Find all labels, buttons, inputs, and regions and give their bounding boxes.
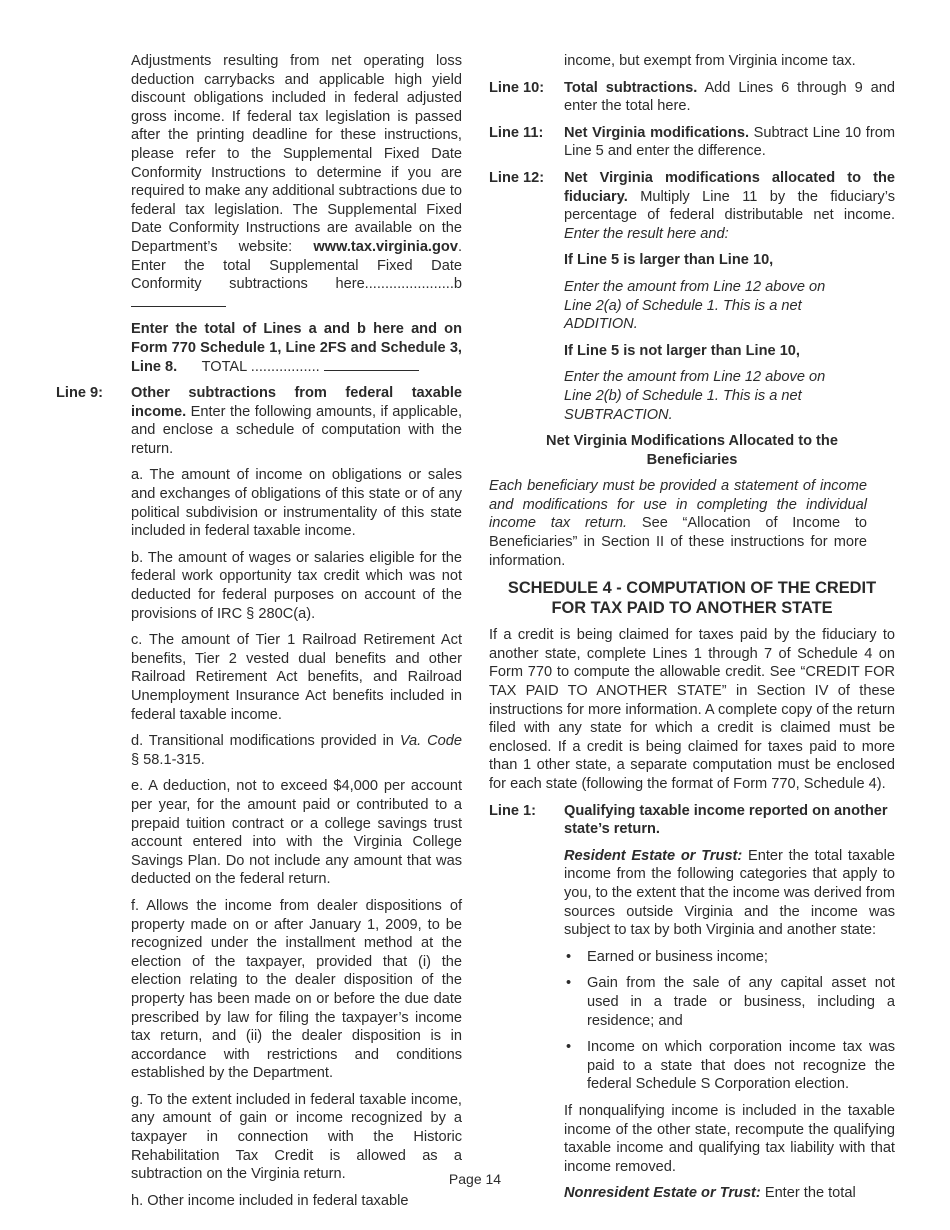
item-h: h. Other income included in federal taxable: [131, 1192, 409, 1209]
line-11-label: Line 11:: [489, 124, 544, 141]
total-instruction: Enter the total of Lines a and b here and on Form 770 Schedule 1, Line 2FS and Schedule 3, Line 8.: [131, 321, 462, 375]
page-number: Page 14: [448, 1171, 502, 1187]
list-item: • Income on which corporation income tax was paid to a state that does not recognize the federal Schedule S Corporation election.: [566, 1039, 895, 1093]
line-9: [56, 384, 462, 458]
line-10-body: Add Lines 6 through 9 and enter the total here.: [564, 79, 895, 115]
if-not-larger-text: Enter the amount from Line 12 above on Line 2(b) of Schedule 1. This is a net SUBTRACTION.: [564, 369, 826, 423]
if-larger-heading: If Line 5 is larger than Line 10,: [564, 252, 774, 269]
total-paragraph: [131, 320, 462, 376]
schedule-4-text: If a credit is being claimed for taxes paid by the fiduciary to another state, complete Lines 1 through 7 of Schedule 4 on Form 770 to compute the allowable credit. See “CREDIT FOR TAX PAID TO ANOTHER STATE” in Section IV of these instructions for more information. A complete copy of the return filed with any state for which a credit is claimed must be enclosed. If a credit is being claimed for taxes paid to more than 1 other state, a separate computation must be enclosed for each state (following the format of Form 770, Schedule 4).: [489, 627, 895, 792]
item-d: [131, 732, 462, 769]
adjustments-paragraph: [131, 52, 462, 312]
item-d-post: § 58.1-315.: [131, 751, 205, 768]
list-item: • Gain from the sale of any capital asset not used in a trade or business, including a residence; and: [566, 975, 895, 1029]
total-blank: [324, 359, 419, 371]
line-10: [489, 79, 895, 116]
line-12-body: Multiply Line 11 by the fiduciary’s percentage of federal distributable net income.: [564, 188, 895, 224]
line-1-label: Line 1:: [489, 802, 537, 819]
left-column: [56, 52, 462, 1218]
resident-paragraph: [564, 847, 895, 940]
item-c: c. The amount of Tier 1 Railroad Retirement Act benefits, Tier 2 vested dual benefits and other Railroad Retirement Act benefits, and Railroad Unemployment Insurance Act benefits included in federal taxable income.: [131, 632, 462, 723]
line-12-instruction: Enter the result here and:: [564, 225, 729, 242]
nonresident-label: Nonresident Estate or Trust:: [564, 1185, 761, 1202]
line-1-title: Qualifying taxable income reported on another state’s return.: [564, 802, 888, 838]
line-12-label: Line 12:: [489, 169, 545, 186]
if-not-larger-heading: If Line 5 is not larger than Line 10,: [564, 342, 800, 359]
line-11: [489, 124, 895, 161]
line-1: [489, 802, 895, 839]
line-12: [489, 169, 895, 243]
adjustments-text: Adjustments resulting from net operating loss deduction carrybacks and applicable high yield discount obligations included in federal adjusted gross income. If federal tax legislation is passed after the printing deadline for these instructions, please refer to the Supplemental Fixed Date Conformity Instructions to determine if you are required to make any additional subtractions due to federal tax legislation. The Supplemental Fixed Date Conformity Instructions are available on the Department’s website:: [131, 53, 462, 255]
item-e: e. A deduction, not to exceed $4,000 per account per year, for the amount paid or contributed to a prepaid tuition contract or a college savings trust account entered into with the Virginia College Savings Plan. Do not include any amount that was deducted on the federal return.: [131, 778, 462, 888]
qualifying-income-list: [564, 948, 895, 1094]
nonresident-text: Enter the total: [760, 1185, 856, 1202]
line-9-label: Line 9:: [56, 385, 104, 402]
line-10-label: Line 10:: [489, 79, 545, 96]
line-10-text: [564, 79, 895, 116]
line-11-text: [564, 124, 895, 161]
line-b-blank: [131, 295, 226, 307]
website-link[interactable]: www.tax.virginia.gov: [313, 238, 458, 255]
right-column: [489, 52, 895, 1211]
beneficiaries-ital: Each beneficiary must be provided a statement of income and modifications for use in completing the individual income tax return.: [489, 478, 867, 532]
beneficiaries-text: See “Allocation of Income to Beneficiaries” in Section II of these instructions for more information.: [489, 515, 867, 569]
resident-label: Resident Estate or Trust:: [564, 847, 743, 864]
line-9-body: Enter the following amounts, if applicable, and enclose a schedule of computation with the return.: [131, 403, 462, 457]
total-label: TOTAL .................: [201, 358, 320, 375]
schedule-4-heading: SCHEDULE 4 - COMPUTATION OF THE CREDIT FOR TAX PAID TO ANOTHER STATE: [507, 579, 877, 618]
adjustments-tail: . Enter the total Supplemental Fixed Date Conformity subtractions here......................b: [131, 238, 462, 293]
line-11-title: Net Virginia modifications.: [564, 124, 750, 141]
bullet-icon: •: [566, 948, 572, 965]
beneficiaries-heading: Net Virginia Modifications Allocated to the Beneficiaries: [546, 433, 838, 468]
nonqualifying-text: If nonqualifying income is included in the taxable income of the other state, recompute the qualifying taxable income and qualifying tax liability with that income removed.: [564, 1102, 895, 1175]
item-h-continued: income, but exempt from Virginia income tax.: [564, 53, 856, 69]
line-11-body: Subtract Line 10 from Line 5 and enter the difference.: [564, 124, 895, 160]
bullet-icon: •: [566, 1039, 572, 1056]
bullet-icon: •: [566, 975, 572, 992]
line-12-title: Net Virginia modifications allocated to the fiduciary.: [564, 169, 895, 205]
item-g: g. To the extent included in federal taxable income, any amount of gain or income recognized by a taxpayer in connection with the Historic Rehabilitation Tax Credit is allowed as a subtraction on the Virginia return.: [131, 1091, 462, 1183]
item-d-pre: d. Transitional modifications provided in: [131, 733, 400, 750]
item-a: a. The amount of income on obligations or sales and exchanges of obligations of this state or of any political subdivision or instrumentality of this state included in federal taxable income.: [131, 467, 462, 540]
item-b: b. The amount of wages or salaries eligible for the federal work opportunity tax credit which was not deducted for federal purposes on account of the provisions of IRC § 280C(a).: [131, 549, 462, 622]
item-f: f. Allows the income from dealer dispositions of property made on or after January 1, 2009, to be recognized under the installment method at the election of the taxpayer, provided that (i) the election relating to the dealer disposition of the property has been made on or before the due date prescribed by law for filing the taxpayer’s income tax return, and (ii) the dealer disposition is in accordance with restrictions and conditions established by the Department.: [131, 897, 462, 1082]
if-larger-text: Enter the amount from Line 12 above on Line 2(a) of Schedule 1. This is a net ADDITION.: [564, 278, 826, 333]
resident-text: Enter the total taxable income from the following categories that apply to you, to the extent that the income was derived from sources outside Virginia and the income was subject to tax by both Virginia and another state:: [564, 847, 895, 939]
list-item: • Earned or business income;: [566, 948, 768, 965]
beneficiaries-paragraph: [489, 477, 895, 570]
line-12-text: [564, 169, 895, 243]
line-10-title: Total subtractions.: [564, 79, 698, 96]
item-d-code: Va. Code: [399, 733, 462, 750]
line-9-title: Other subtractions from federal taxable income.: [131, 385, 462, 420]
line-9-text: [131, 384, 462, 458]
